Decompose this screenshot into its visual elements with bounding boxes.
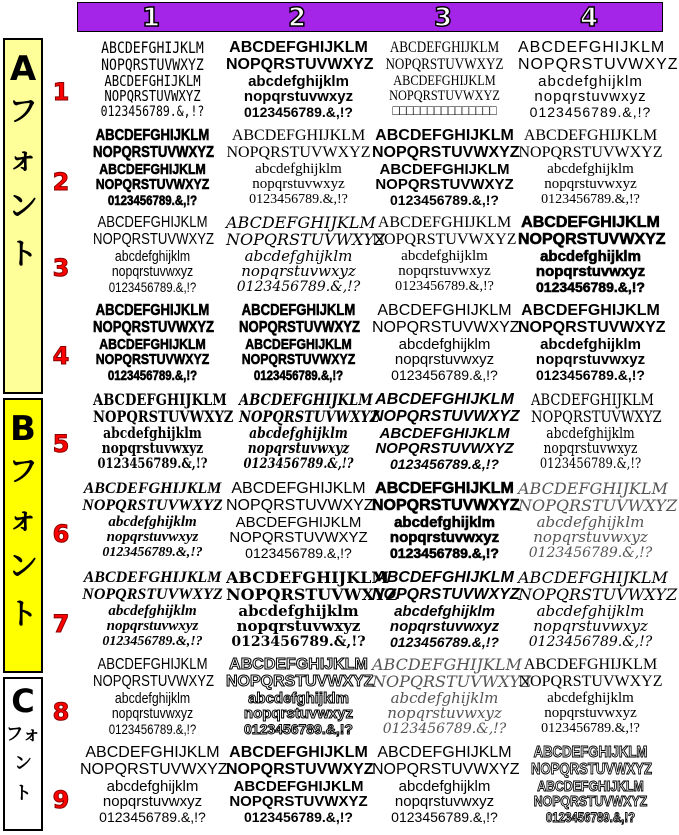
sample-line: abcdefghijklm: [401, 247, 488, 264]
sample-line: nopqrstuvwxyz: [252, 176, 345, 193]
sample-line: □□□□□□□□□□□□□□□: [392, 104, 497, 120]
sample-line: ABCDEFGHIJKLM: [389, 39, 500, 56]
sample-line: 0123456789.&,!?: [249, 192, 348, 208]
sample-line: NOPQRSTUVWXYZ: [226, 760, 374, 778]
sample-line: 0123456789.&,!?: [245, 545, 352, 562]
group-kana: フォ: [5, 724, 41, 745]
sample-line: 0123456789.&,!?: [231, 634, 366, 651]
sample-line: ABCDEFGHIJKLM: [233, 777, 364, 795]
sample-line: NOPQRSTUVWXYZ: [375, 440, 514, 458]
sample-line: nopqrstuvwxyz: [398, 263, 491, 280]
group-b-font: [3, 398, 43, 673]
sample-line: nopqrstuvwxyz: [236, 617, 361, 636]
sample-line: NOPQRSTUVWXYZ: [518, 318, 666, 336]
sample-line: ABCDEFGHIJKLM: [95, 302, 210, 319]
sample-line: nopqrstuvwxyz: [533, 528, 648, 547]
sample-line: ABCDEFGHIJKLM: [229, 39, 368, 56]
sample-line: ABCDEFGHIJKLM: [521, 214, 660, 231]
sample-line: 0123456789.&,!?: [253, 367, 344, 384]
sample-line: 0123456789.&,!?: [391, 809, 498, 826]
sample-line: NOPQRSTUVWXYZ: [104, 87, 201, 106]
sample-line: abcdefghijklm: [106, 777, 199, 795]
sample-line: 0123456789.&,!?: [390, 456, 499, 473]
sample-line: 0123456789.&,!?: [102, 634, 203, 650]
sample-line: ABCDEFGHIJKLM: [235, 513, 362, 531]
sample-line: NOPQRSTUVWXYZ: [372, 318, 520, 336]
group-kana: ン: [8, 549, 38, 584]
sample-line: NOPQRSTUVWXYZ: [372, 143, 520, 161]
sample-line: 0123456789.&,!?: [107, 367, 198, 384]
sample-line: ABCDEFGHIJKLM: [97, 656, 208, 673]
sample-line: ABCDEFGHIJKLM: [229, 744, 368, 761]
font-sample-r6c2: [226, 480, 374, 571]
font-sample-r6c4: [518, 479, 678, 571]
sample-line: 0123456789.&,!?: [102, 545, 203, 561]
sample-line: NOPQRSTUVWXYZ: [93, 318, 215, 336]
sample-line: ABCDEFGHIJKLM: [379, 424, 510, 442]
group-letter: B: [10, 409, 36, 449]
sample-line: ABCDEFGHIJKLM: [518, 568, 668, 587]
font-sample-r5c1: [93, 390, 234, 482]
sample-line: 0123456789.&,!?: [545, 809, 636, 826]
column-header-bar: [77, 2, 663, 32]
font-sample-r6c1: [80, 481, 225, 571]
sample-line: ABCDEFGHIJKLM: [101, 38, 204, 57]
sample-line: ABCDEFGHIJKLM: [226, 568, 390, 587]
sample-line: 0123456789.&,!?: [528, 545, 653, 562]
sample-line: NOPQRSTUVWXYZ: [229, 529, 368, 547]
sample-line: 0123456789.&,!?: [107, 192, 198, 209]
sample-line: NOPQRSTUVWXYZ: [241, 351, 356, 369]
group-c-font: [3, 677, 43, 831]
font-sample-r3c3: [372, 215, 517, 305]
sample-line: abcdefghijklm: [540, 247, 641, 265]
sample-line: ABCDEFGHIJKLM: [104, 71, 201, 90]
sample-line: 0123456789.&,!?: [541, 192, 640, 208]
sample-line: abcdefghijklm: [248, 689, 349, 707]
sample-line: 0123456789.&,!?: [100, 104, 205, 121]
sample-line: ABCDEFGHIJKLM: [95, 127, 210, 144]
sample-line: NOPQRSTUVWXYZ: [101, 54, 204, 74]
sample-line: ABCDEFGHIJKLM: [239, 390, 373, 409]
font-sample-r9c1: [80, 744, 228, 835]
sample-line: ABCDEFGHIJKLM: [241, 302, 356, 319]
sample-line: abcdefghijklm: [238, 601, 359, 620]
sample-line: ABCDEFGHIJKLM: [377, 302, 512, 319]
sample-line: nopqrstuvwxyz: [389, 529, 500, 547]
sample-line: 0123456789.&,!?: [97, 456, 208, 473]
row-number-5: 5: [52, 430, 70, 458]
sample-line: ABCDEFGHIJKLM: [375, 480, 514, 497]
sample-line: NOPQRSTUVWXYZ: [229, 793, 368, 811]
sample-line: ABCDEFGHIJKLM: [83, 480, 222, 497]
sample-line: abcdefghijklm: [536, 601, 645, 620]
sample-line: NOPQRSTUVWXYZ: [239, 318, 361, 336]
font-sample-r8c1: [93, 656, 215, 747]
sample-line: NOPQRSTUVWXYZ: [226, 496, 374, 514]
row-number-4: 4: [52, 342, 70, 370]
sample-line: NOPQRSTUVWXYZ: [389, 88, 500, 105]
sample-line: nopqrstuvwxyz: [387, 704, 502, 723]
sample-line: nopqrstuvwxyz: [533, 617, 648, 636]
column-number-2: 2: [287, 3, 307, 33]
sample-line: NOPQRSTUVWXYZ: [372, 671, 532, 691]
sample-line: nopqrstuvwxyz: [394, 351, 495, 369]
sample-line: abcdefghijklm: [249, 423, 348, 442]
sample-line: ABCDEFGHIJKLM: [518, 479, 668, 498]
sample-line: NOPQRSTUVWXYZ: [93, 672, 215, 690]
font-sample-r2c4: [518, 128, 663, 218]
sample-line: NOPQRSTUVWXYZ: [93, 143, 215, 161]
sample-line: NOPQRSTUVWXYZ: [518, 672, 663, 690]
sample-line: abcdefghijklm: [538, 72, 643, 90]
row-number-8: 8: [52, 698, 70, 726]
row-number-2: 2: [52, 168, 70, 196]
sample-line: nopqrstuvwxyz: [247, 439, 350, 458]
sample-line: ABCDEFGHIJKLM: [85, 744, 220, 761]
sample-line: NOPQRSTUVWXYZ: [80, 760, 228, 778]
sample-line: nopqrstuvwxyz: [241, 262, 356, 281]
sample-line: abcdefghijklm: [398, 335, 491, 353]
sample-line: ABCDEFGHIJKLM: [245, 335, 352, 353]
sample-line: NOPQRSTUVWXYZ: [518, 230, 666, 248]
sample-line: ABCDEFGHIJKLM: [83, 569, 222, 586]
sample-line: NOPQRSTUVWXYZ: [518, 584, 678, 604]
sample-line: NOPQRSTUVWXYZ: [226, 584, 398, 604]
sample-line: nopqrstuvwxyz: [243, 705, 354, 723]
sample-line: NOPQRSTUVWXYZ: [518, 495, 678, 515]
sample-line: NOPQRSTUVWXYZ: [93, 406, 234, 426]
sample-line: ABCDEFGHIJKLM: [531, 390, 654, 409]
sample-line: ABCDEFGHIJKLM: [226, 213, 376, 232]
sample-line: 0123456789.&,!?: [390, 192, 499, 209]
group-kana: ン: [14, 753, 32, 775]
sample-line: 0123456789.&,!?: [395, 279, 494, 295]
font-sample-r8c3: [372, 655, 532, 747]
sample-line: 0123456789.&,!?: [99, 809, 206, 826]
sample-line: NOPQRSTUVWXYZ: [226, 229, 386, 249]
sample-line: 0123456789.&,!?: [391, 367, 498, 384]
font-sample-r6c3: [372, 480, 520, 571]
sample-line: 0123456789.&,!?: [108, 721, 197, 738]
sample-line: ABCDEFGHIJKLM: [523, 127, 658, 144]
group-kana: フ: [8, 454, 38, 489]
sample-line: 0123456789.&,!?: [244, 721, 353, 738]
sample-line: NOPQRSTUVWXYZ: [372, 496, 520, 514]
group-kana: フ: [8, 94, 38, 129]
group-kana: ト: [8, 236, 38, 272]
sample-line: NOPQRSTUVWXYZ: [82, 585, 223, 603]
sample-line: NOPQRSTUVWXYZ: [95, 351, 210, 369]
sample-line: ABCDEFGHIJKLM: [99, 160, 206, 178]
sample-line: ABCDEFGHIJKLM: [521, 302, 660, 319]
sample-line: ABCDEFGHIJKLM: [375, 127, 514, 144]
sample-line: abcdefghijklm: [536, 512, 645, 531]
font-sample-r2c2: [226, 128, 371, 218]
sample-line: NOPQRSTUVWXYZ: [226, 55, 374, 73]
sample-line: ABCDEFGHIJKLM: [533, 744, 648, 761]
sample-line: NOPQRSTUVWXYZ: [372, 230, 517, 248]
sample-line: NOPQRSTUVWXYZ: [518, 55, 679, 73]
sample-line: ABCDEFGHIJKLM: [523, 656, 658, 673]
sample-line: nopqrstuvwxyz: [544, 705, 637, 722]
sample-line: abcdefghijklm: [114, 689, 191, 707]
column-number-4: 4: [579, 3, 599, 33]
sample-line: ABCDEFGHIJKLM: [377, 214, 512, 231]
sample-line: abcdefghijklm: [244, 246, 353, 265]
sample-line: ABCDEFGHIJKLM: [372, 655, 522, 674]
font-sample-r4c1: [93, 302, 215, 393]
sample-line: nopqrstuvwxyz: [389, 618, 500, 636]
font-sample-r4c3: [372, 302, 520, 393]
sample-line: 0123456789.&,!?: [536, 367, 645, 384]
sample-line: 0123456789.&,!?: [529, 104, 652, 121]
sample-line: ABCDEFGHIJKLM: [229, 656, 368, 673]
sample-line: NOPQRSTUVWXYZ: [531, 406, 662, 426]
sample-line: NOPQRSTUVWXYZ: [82, 496, 223, 514]
sample-line: abcdefghijklm: [398, 777, 491, 795]
sample-line: abcdefghijklm: [546, 423, 635, 442]
font-sample-r7c3: [372, 569, 520, 660]
sample-line: abcdefghijklm: [103, 423, 202, 442]
font-sample-r3c2: [226, 213, 386, 305]
sample-line: abcdefghijklm: [248, 72, 349, 90]
sample-line: abcdefghijklm: [540, 335, 641, 353]
group-letter: A: [9, 49, 37, 89]
sample-line: abcdefghijklm: [255, 160, 342, 177]
sample-line: NOPQRSTUVWXYZ: [518, 143, 663, 161]
sample-line: abcdefghijklm: [114, 247, 191, 265]
sample-line: 0123456789.&,!?: [390, 634, 499, 651]
sample-line: NOPQRSTUVWXYZ: [93, 230, 215, 248]
sample-line: ABCDEFGHIJKLM: [375, 569, 514, 586]
font-sample-r1c1: [93, 40, 212, 130]
sample-line: 0123456789.&,!?: [382, 721, 507, 738]
sample-line: NOPQRSTUVWXYZ: [95, 176, 210, 194]
font-sample-r9c4: [531, 744, 653, 835]
sample-line: 0123456789.&,!?: [108, 279, 197, 296]
sample-line: ABCDEFGHIJKLM: [379, 160, 510, 178]
group-kana: ン: [8, 189, 38, 224]
sample-line: ABCDEFGHIJKLM: [518, 39, 666, 56]
group-a-font: [3, 38, 43, 394]
sample-line: nopqrstuvwxyz: [102, 793, 203, 811]
sample-line: abcdefghijklm: [108, 602, 197, 619]
font-sample-r2c1: [93, 127, 215, 218]
sample-line: nopqrstuvwxyz: [111, 263, 194, 281]
font-sample-r8c2: [226, 656, 374, 747]
sample-line: ABCDEFGHIJKLM: [99, 335, 206, 353]
row-number-6: 6: [52, 520, 70, 548]
font-sample-r5c2: [239, 390, 380, 482]
sample-line: nopqrstuvwxyz: [106, 529, 199, 546]
font-sample-r9c2: [226, 744, 374, 835]
sample-line: nopqrstuvwxyz: [111, 705, 194, 723]
sample-line: nopqrstuvwxyz: [544, 176, 637, 193]
sample-line: NOPQRSTUVWXYZ: [531, 760, 653, 778]
sample-line: nopqrstuvwxyz: [534, 88, 647, 106]
sample-line: 0123456789.&,!?: [236, 279, 361, 296]
sample-line: 0123456789.&,!?: [528, 634, 653, 651]
font-sample-r1c4: [518, 39, 679, 130]
sample-line: NOPQRSTUVWXYZ: [226, 672, 374, 690]
group-kana: ト: [14, 782, 32, 804]
sample-line: 0123456789.&,!?: [541, 721, 640, 737]
sample-line: 0123456789.&,!?: [243, 456, 354, 473]
sample-line: nopqrstuvwxyz: [101, 439, 204, 458]
sample-line: NOPQRSTUVWXYZ: [385, 55, 504, 73]
font-sample-r7c1: [80, 570, 225, 660]
sample-line: ABCDEFGHIJKLM: [537, 777, 644, 795]
sample-line: ABCDEFGHIJKLM: [393, 72, 496, 89]
font-sample-r7c4: [518, 568, 678, 660]
sample-line: ABCDEFGHIJKLM: [375, 391, 514, 408]
sample-line: ABCDEFGHIJKLM: [377, 744, 512, 761]
sample-line: nopqrstuvwxyz: [535, 263, 646, 281]
sample-line: 0123456789.&,!?: [390, 545, 499, 562]
sample-line: nopqrstuvwxyz: [535, 351, 646, 369]
group-letter: C: [11, 682, 35, 720]
group-kana: ォ: [8, 141, 38, 177]
sample-line: ABCDEFGHIJKLM: [231, 127, 366, 144]
row-number-7: 7: [52, 610, 70, 638]
font-sample-r8c4: [518, 657, 663, 747]
sample-line: NOPQRSTUVWXYZ: [372, 407, 520, 425]
font-sample-r1c2: [226, 39, 374, 130]
font-sample-r1c3: [385, 40, 504, 130]
sample-line: nopqrstuvwxyz: [394, 793, 495, 811]
font-sample-r9c3: [372, 744, 520, 835]
sample-line: ABCDEFGHIJKLM: [97, 214, 208, 231]
sample-line: NOPQRSTUVWXYZ: [375, 176, 514, 194]
sample-line: 0123456789.&,!?: [539, 456, 642, 473]
column-number-3: 3: [433, 3, 453, 33]
sample-line: 0123456789.&,!?: [536, 279, 645, 296]
column-number-1: 1: [141, 3, 161, 33]
sample-line: NOPQRSTUVWXYZ: [239, 406, 380, 426]
sample-line: abcdefghijklm: [547, 689, 634, 706]
sample-line: NOPQRSTUVWXYZ: [226, 143, 371, 161]
sample-line: ABCDEFGHIJKLM: [231, 480, 366, 497]
font-sample-r5c3: [372, 391, 520, 482]
sample-line: nopqrstuvwxyz: [243, 88, 354, 106]
sample-line: NOPQRSTUVWXYZ: [372, 760, 520, 778]
sample-line: 0123456789.&,!?: [244, 104, 353, 121]
row-number-9: 9: [52, 786, 70, 814]
sample-line: NOPQRSTUVWXYZ: [372, 585, 520, 603]
font-sample-r3c1: [93, 214, 215, 305]
sample-line: abcdefghijklm: [394, 602, 495, 620]
sample-line: abcdefghijklm: [394, 513, 495, 531]
font-sample-r5c4: [531, 390, 662, 482]
font-sample-r4c2: [239, 302, 361, 393]
row-number-3: 3: [52, 254, 70, 282]
font-sample-r2c3: [372, 127, 520, 218]
font-sample-r4c4: [518, 302, 666, 393]
sample-line: 0123456789.&,!?: [244, 809, 353, 826]
sample-line: abcdefghijklm: [547, 160, 634, 177]
group-kana: ト: [8, 596, 38, 632]
row-number-1: 1: [52, 78, 70, 106]
font-sample-r3c4: [518, 214, 666, 305]
sample-line: nopqrstuvwxyz: [106, 618, 199, 635]
sample-line: nopqrstuvwxyz: [543, 439, 638, 458]
sample-line: ABCDEFGHIJKLM: [93, 390, 227, 409]
sample-line: NOPQRSTUVWXYZ: [533, 793, 648, 811]
font-sample-r7c2: [226, 568, 398, 660]
group-kana: ォ: [8, 501, 38, 537]
sample-line: abcdefghijklm: [108, 513, 197, 530]
sample-line: abcdefghijklm: [390, 688, 499, 707]
